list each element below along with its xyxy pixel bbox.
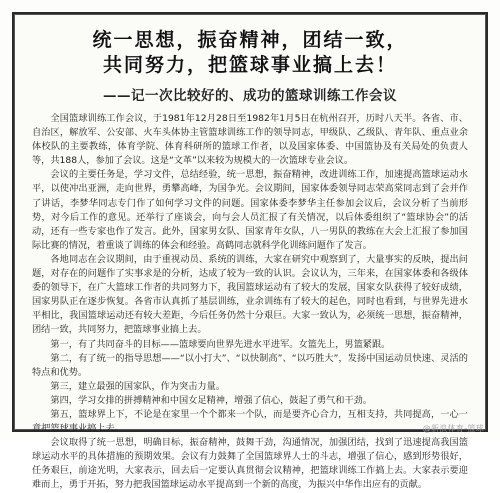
watermark: @新浪体育-篮球 xyxy=(422,424,484,433)
paragraph-tasks: 会议的主要任务是，学习文件，总结经验，统一思想，振奋精神，改进训练工作，加速提高篮球运动水平，以使冲出亚洲，走向世界，勇攀高峰，为国争光。会议期间，国家体委领导同志荣高棠同志到了会并作了讲话，李梦华同志专门作了如何学习文件的问题。国家体委李梦华主任参加会议后，会议分析了当前形势，对今后工作的意见。还举行了座谈会，向与会人员汇报了有关情况，以后体委组织了“篮球协会”的活动，还有一些专家也作了发言。此外，国家男女队、国家青年女队，八一男队的教练在大会上汇报了参加国际比赛的情况，着重谈了训练的体会和经验。高鹤同志就科学化训练问题作了发言。 xyxy=(32,169,468,251)
paragraph-point-1: 第一，有了共同奋斗的目标——篮球要向世界先进水平进军。女篮先上，男篮紧跟。 xyxy=(50,338,391,350)
paragraph-intro: 全国篮球训练工作会议，于1981年12月28日至1982年1月5日在杭州召开，历时八天半。各省、市、自治区，解放军、公安部、火车头体协主管篮球训练工作的领导同志，甲级队、乙级队、青年队、重点业余体校队的主要教练，体育学院、体育科研所的篮球工作者，以及国家体委、中国篮协及有关局处的负责人等，共188人，参加了会议。这是“文革”以来较为规模大的一次篮球专业会议。 xyxy=(32,113,468,167)
headline xyxy=(32,28,468,78)
paragraph-point-3: 第三，建立最强的国家队，作为突击力量。 xyxy=(50,380,225,392)
article-body xyxy=(32,112,468,493)
paragraph-point-4: 第四，学习女排的拼搏精神和中国女足精神，增强了信心，鼓起了勇气和干劲。 xyxy=(50,394,372,406)
headline-line-2: 共同努力，把篮球事业搞上去！ xyxy=(102,54,397,76)
subtitle: ——记一次比较好的、成功的篮球训练工作会议 xyxy=(103,88,397,104)
paragraph-analysis: 各地同志在会议期间，由于重视动员、系统的训练，大家在研究中观察到了，大量事实的反映，提出问题，对存在的问题作了实事求是的分析，达成了较为一致的认识。会议认为，三年来，在国家体委和各级体委的领导下，在广大篮球工作者的共同努力下，我国篮球运动有了较大的发展，国家女队获得了较好成绩，国家男队正在逐步恢复。各省市认真抓了基层训练，业余训练有了较大的起色，同时也看到，与世界先进水平相比，我国篮球运动还有较大差距，今后任务仍然十分艰巨。大家一致认为，必须统一思想，振奋精神，团结一致，共同努力，把篮球事业搞上去。 xyxy=(32,253,468,336)
paragraph-point-5: 第五，篮球界上下，不论是在家里一个个都来一个队，而是要齐心合力，互相支持，共同提高，一心一意把篮球事业搞上去。 xyxy=(32,408,468,435)
headline-line-1: 统一思想，振奋精神，团结一致， xyxy=(92,29,408,51)
article-frame xyxy=(12,12,488,491)
paragraph-conclusion: 会议取得了统一思想，明确目标，振奋精神，鼓舞干劲，沟通情况，加强团结，找到了迅速提高我国篮球运动水平的具体措施的预期效果。会议有力鼓舞了全国篮球界人士的斗志，增强了信心，感到形势很好，任务艰巨，前途光明，大家表示，回去后一定要认真贯彻会议精神，把篮球训练工作搞上去。大家表示要迎难而上，勇于开拓，努力把我国篮球运动水平提高到一个新的高度，为振兴中华作出应有的贡献。 xyxy=(32,437,468,491)
paragraph-point-2: 第二，有了统一的指导思想——“以小打大”、“以快制高”、“以巧胜大”，发扬中国运动员快速、灵活的特点和优势。 xyxy=(32,352,468,378)
